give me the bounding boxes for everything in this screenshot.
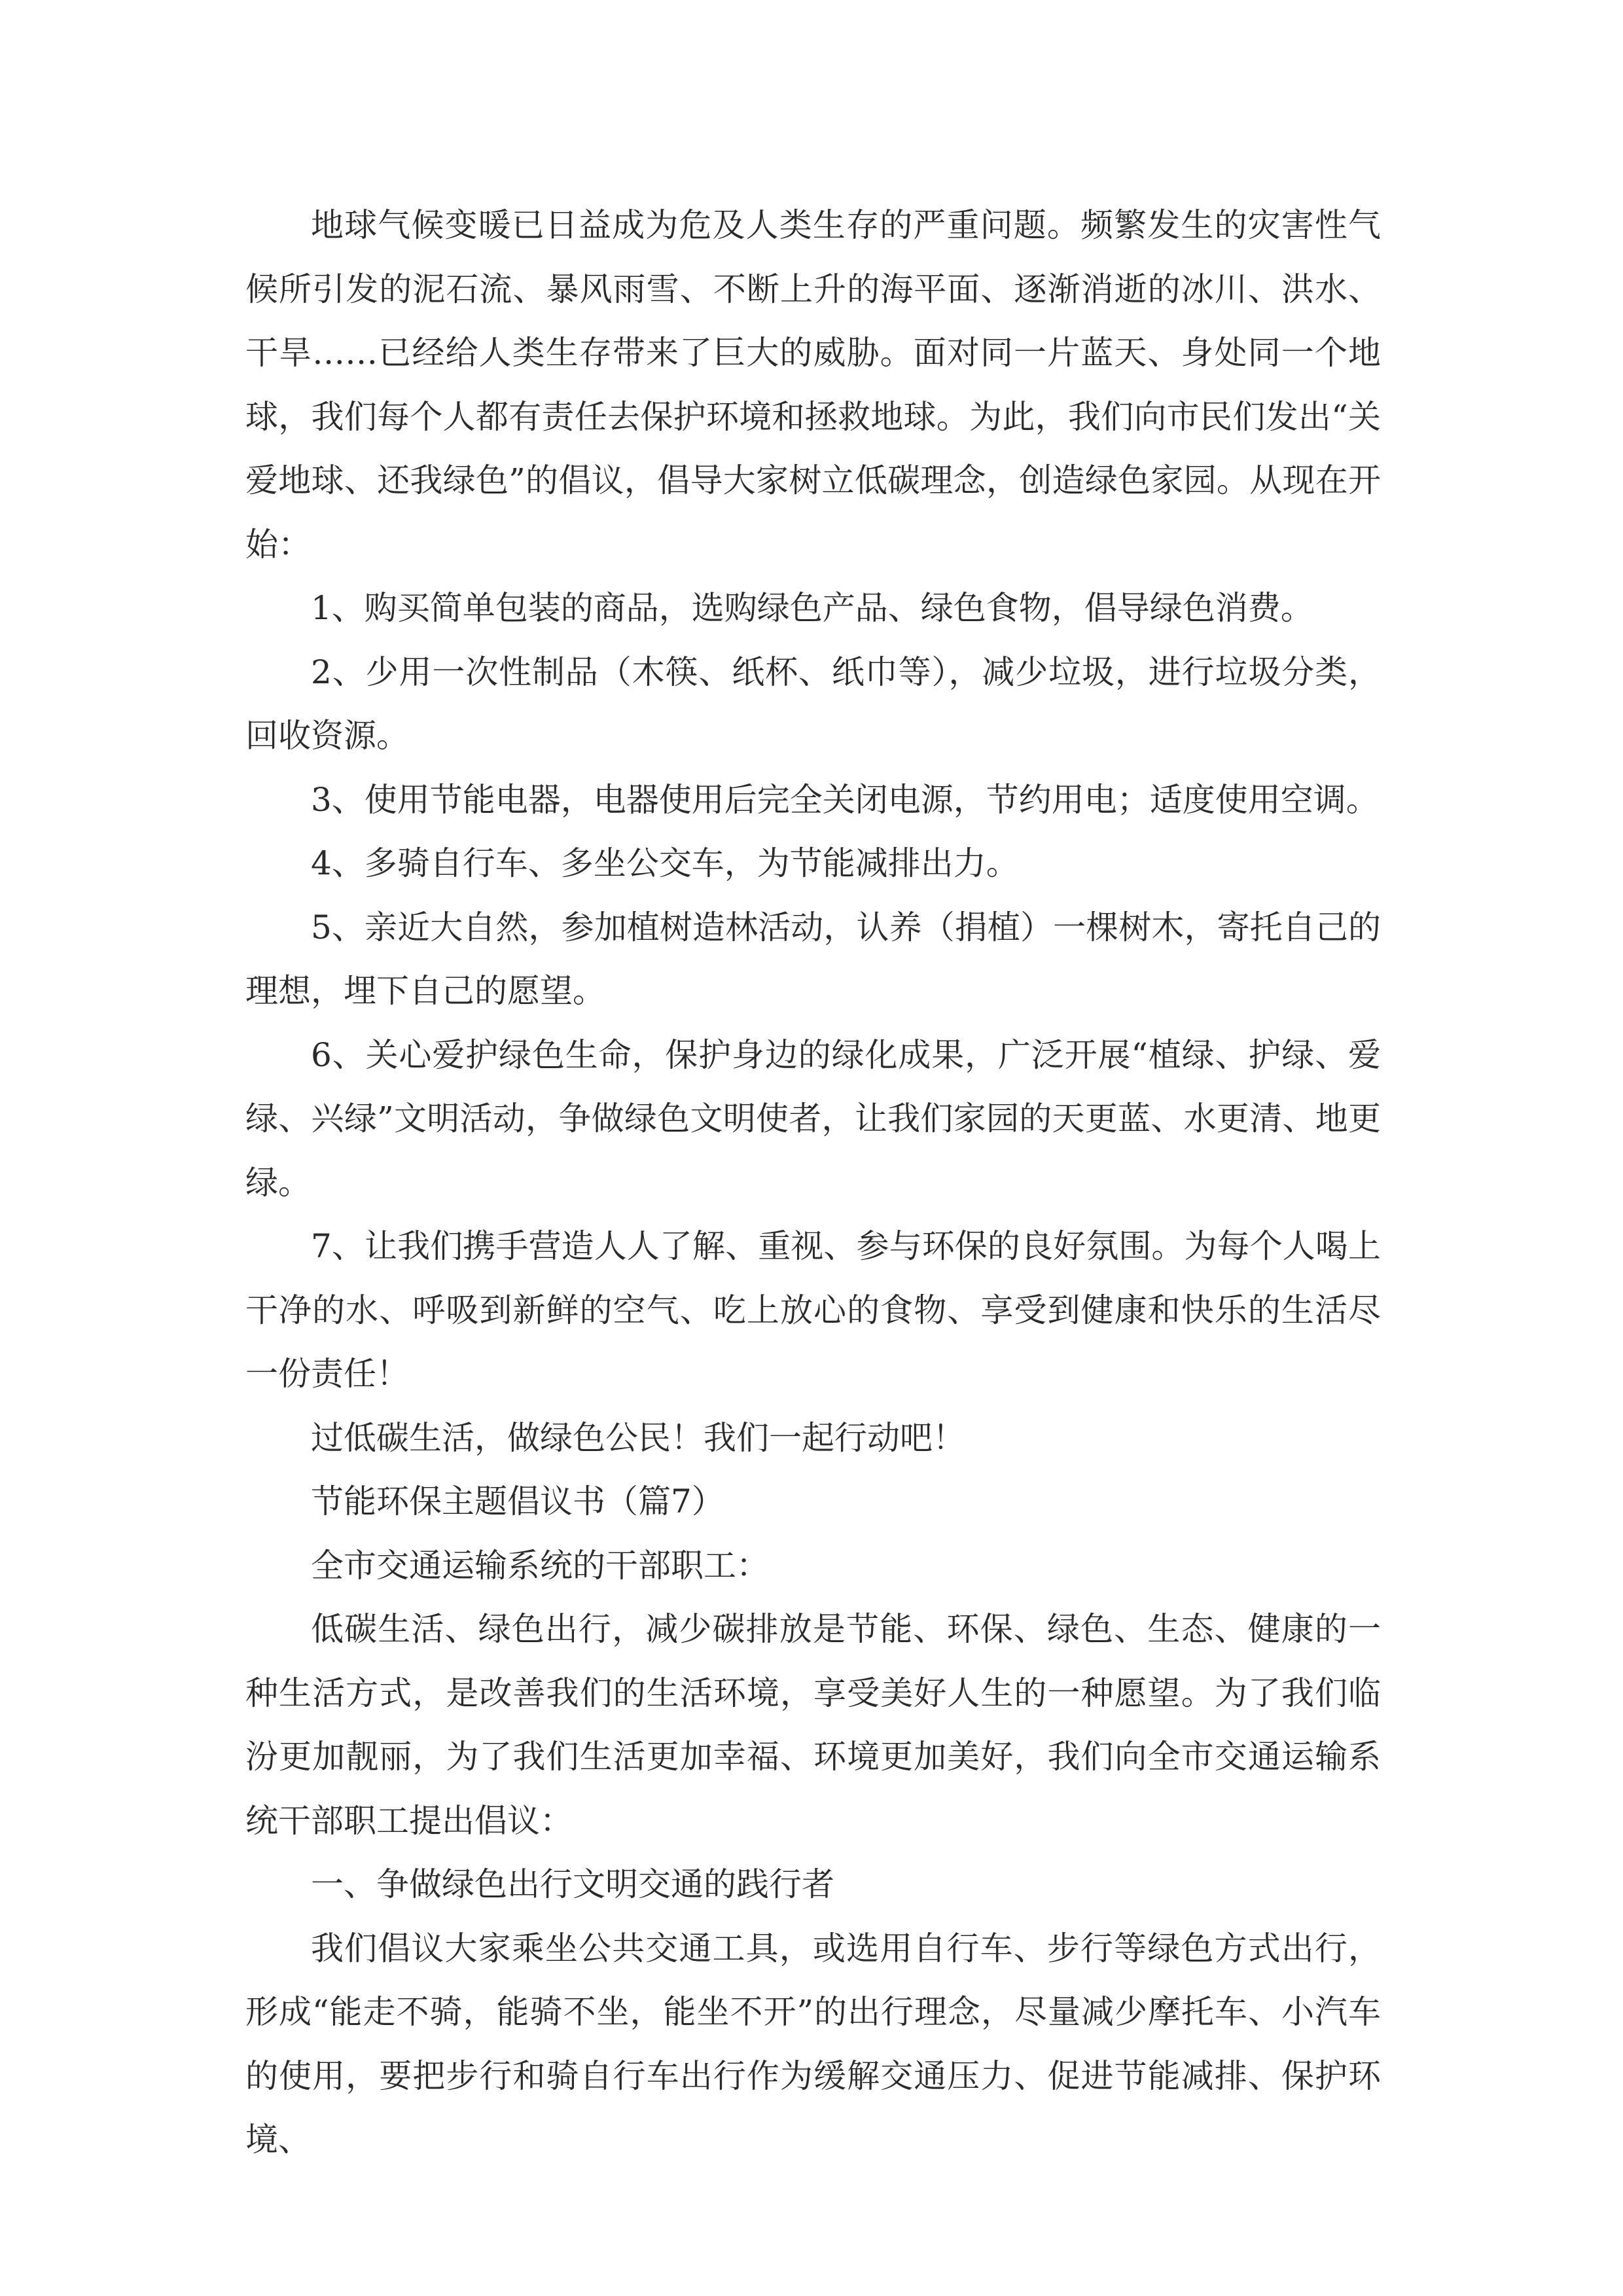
paragraph-section-intro: 低碳生活、绿色出行，减少碳排放是节能、环保、绿色、生态、健康的一种生活方式，是改善我们的生活环境，享受美好人生的一种愿望。为了我们临汾更加靓丽，为了我们生活更加幸福、环境更加美好，我们向全市交通运输系统干部职工提出倡议： xyxy=(245,1610,1381,1840)
section-title: 节能环保主题倡议书（篇7） xyxy=(311,1482,724,1520)
paragraph-item-7: 7、让我们携手营造人人了解、重视、参与环保的良好氛围。为每个人喝上干净的水、呼吸到新鲜的空气、吃上放心的食物、享受到健康和快乐的生活尽一份责任！ xyxy=(245,1227,1381,1393)
paragraph-intro: 地球气候变暖已日益成为危及人类生存的严重问题。频繁发生的灾害性气候所引发的泥石流、暴风雨雪、不断上升的海平面、逐渐消逝的冰川、洪水、干旱……已经给人类生存带来了巨大的威胁。面对同一片蓝天、身处同一个地球，我们每个人都有责任去保护环境和拯救地球。为此，我们向市民们发出“关爱地球、还我绿色”的倡议，倡导大家树立低碳理念，创造绿色家园。从现在开始： xyxy=(245,206,1381,564)
subheading-1: 一、争做绿色出行文明交通的践行者 xyxy=(311,1865,834,1903)
paragraph-item-5: 5、亲近大自然，参加植树造林活动，认养（捐植）一棵树木，寄托自己的理想，埋下自己的愿望。 xyxy=(245,908,1381,1010)
paragraph-subsection-1: 我们倡议大家乘坐公共交通工具，或选用自行车、步行等绿色方式出行，形成“能走不骑，能骑不坐，能坐不开”的出行理念，尽量减少摩托车、小汽车的使用，要把步行和骑自行车出行作为缓解交通压力、促进节能减排、保护环境、 xyxy=(245,1929,1381,2159)
paragraph-item-2: 2、少用一次性制品（木筷、纸杯、纸巾等），减少垃圾，进行垃圾分类，回收资源。 xyxy=(245,653,1381,755)
paragraph-item-3: 3、使用节能电器，电器使用后完全关闭电源，节约用电；适度使用空调。 xyxy=(311,780,1379,819)
paragraph-item-6: 6、关心爱护绿色生命，保护身边的绿化成果，广泛开展“植绿、护绿、爱绿、兴绿”文明活动，争做绿色文明使者，让我们家园的天更蓝、水更清、地更绿。 xyxy=(245,1035,1381,1202)
document-body xyxy=(245,194,1381,2172)
paragraph-item-1: 1、购买简单包装的商品，选购绿色产品、绿色食物，倡导绿色消费。 xyxy=(311,589,1313,627)
paragraph-closing-slogan: 过低碳生活，做绿色公民！我们一起行动吧！ xyxy=(311,1418,965,1457)
paragraph-item-4: 4、多骑自行车、多坐公交车，为节能减排出力。 xyxy=(311,844,1019,882)
salutation: 全市交通运输系统的干部职工： xyxy=(311,1546,769,1585)
